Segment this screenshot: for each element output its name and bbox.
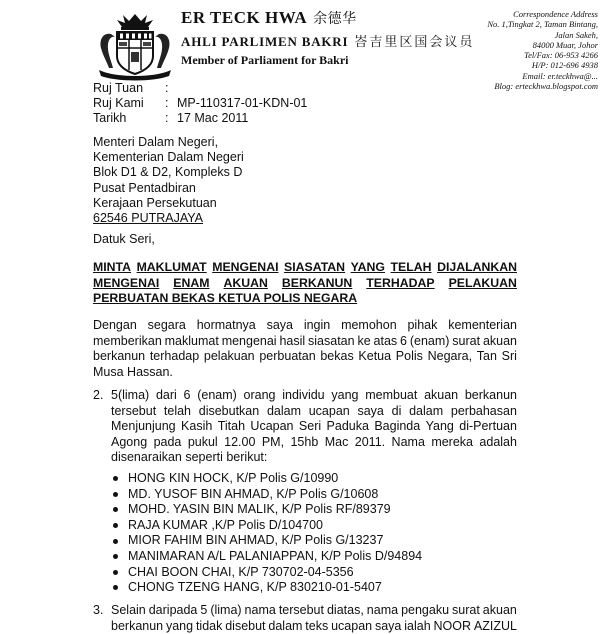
point-2-text [111,388,517,466]
word: saya [375,619,401,634]
address-line: Tel/Fax: 06-953 4266 [398,50,598,60]
subject-line [93,276,517,292]
bullet-icon [113,507,118,512]
recipient-line: Blok D1 & D2, Kompleks D [93,165,244,180]
paragraph-line [111,388,517,404]
word: berkanun [111,619,163,634]
address-line: Jalan Sakeh, [398,30,598,40]
word: YANG [351,260,385,276]
word: atas [374,334,398,350]
word: (enam) [410,334,450,350]
letterhead-role-latin: AHLI PARLIMEN BAKRI [181,34,348,49]
paragraph-line: disenaraikan seperti berikut: [111,450,517,466]
word: pelakuan [204,349,255,365]
list-item-text: CHONG TZENG HANG, K/P 830210-01-5407 [128,580,382,596]
paragraph-line [93,349,517,365]
word: 2011. [355,435,385,451]
bullet-icon [113,523,118,528]
word: maklumat [165,334,219,350]
word: memohon [341,318,397,334]
paragraph-line: Musa Hassan. [93,365,517,381]
word: tersebut [279,603,324,619]
word: Sri [502,349,517,365]
word: pada [154,435,182,451]
word: saya [357,404,383,420]
word: tidak [196,619,222,634]
list-item-text: MIOR FAHIM BIN AHMAD, K/P Polis G/13237 [128,533,383,549]
reference-row [93,81,307,96]
word: NOOR [434,619,472,634]
recipient-line: Menteri Dalam Negeri, [93,135,244,150]
word: Agong [111,435,147,451]
word: ingin [304,318,330,334]
word: Yang [426,419,454,435]
list-item [111,487,422,503]
reference-value: MP-110317-01-KDN-01 [177,96,307,111]
reference-label: Tarikh [93,111,165,126]
list-item-text: MD. YUSOF BIN AHMAD, K/P Polis G/10608 [128,487,378,503]
bullet-icon [113,585,118,590]
word: ialah [404,619,430,634]
paragraph-intro [93,318,517,380]
paragraph-line [111,619,517,634]
word: teks [305,619,328,634]
word: telah [164,404,191,420]
recipient-line: Kerajaan Persekutuan [93,196,244,211]
letterhead-name-chinese: 余德华 [313,11,357,27]
word: AKUAN [224,276,268,292]
reference-separator: : [165,96,177,111]
list-item [111,502,422,518]
reference-separator: : [165,81,177,96]
word: bekas [320,349,353,365]
word: dalam [267,404,301,420]
word: (lima) [210,603,241,619]
address-line: Correspondence Address [398,9,598,19]
coat-of-arms-icon [95,12,175,82]
word: di [392,404,402,420]
word: hormatnya [197,318,256,334]
point-3-number: 3. [93,603,103,617]
word: Titah [218,419,245,435]
word: Nama [392,435,425,451]
word: akuan [483,334,517,350]
paragraph-line [111,603,517,619]
word: 5(lima) [111,388,149,404]
word: 6 [184,388,191,404]
word: Kasih [181,419,212,435]
word: kementerian [448,318,517,334]
letterhead-name-latin: ER TECK HWA [181,8,307,27]
paragraph-line [111,419,517,435]
address-line: H/P: 012-696 4938 [398,60,598,70]
word: tersebut [111,404,156,420]
word: SIASATAN [284,260,345,276]
names-list [111,471,422,596]
letterhead-member-line: Member of Parliament for Bakri [181,53,349,68]
word: pukul [188,435,218,451]
word: ke [357,334,370,350]
address-line: 84000 Muar, Johor [398,40,598,50]
word: Dengan [93,318,137,334]
word: Negara, [428,349,472,365]
address-line: No. 1,Tingkat 2, Taman Bintang, [398,19,598,29]
reference-row [93,111,307,126]
word: TERHADAP [366,276,434,292]
word: BERKANUN [282,276,352,292]
word: PM, [262,435,284,451]
word: dalam [268,619,302,634]
word: mengenai [222,334,277,350]
word: pengaku [401,603,449,619]
list-item [111,580,422,596]
word: Tan [477,349,497,365]
word: MENGENAI [212,260,278,276]
word: dalam [409,404,443,420]
word: 12.00 [224,435,255,451]
word: Menjunjung [111,419,176,435]
word: adalah [479,435,517,451]
word: MENGENAI [93,276,159,292]
reference-row [93,96,307,111]
bullet-icon [113,492,118,497]
word: yang [166,619,193,634]
word: pihak [407,318,437,334]
word: MAKLUMAT [137,260,207,276]
word: membuat [365,388,417,404]
reference-block [93,81,307,126]
word: akuan [483,603,517,619]
letterhead-name [181,8,357,28]
word: Polis [396,349,423,365]
word: siasatan [308,334,355,350]
word: ENAM [173,276,209,292]
subject-line [93,260,517,276]
subject-heading [93,260,517,307]
list-item [111,565,422,581]
bullet-icon [113,554,118,559]
word: di-Pertuan [459,419,517,435]
bullet-icon [113,539,118,544]
word: terhadap [150,349,199,365]
word: (enam) [197,388,237,404]
word: berkanun [465,388,517,404]
paragraph-line [93,334,517,350]
word: berkanun [93,349,145,365]
word: individu [282,388,324,404]
word: akuan [424,388,458,404]
word: disebutkan [199,404,259,420]
bullet-icon [113,476,118,481]
recipient-line: Pusat Pentadbiran [93,181,244,196]
letterhead-role-chinese: 峇吉里区国会议员 [354,35,474,50]
word: surat [452,603,480,619]
point-3-text [111,603,517,634]
reference-label: Ruj Tuan [93,81,165,96]
correspondence-address [398,9,598,91]
paragraph-line [111,404,517,420]
word: nama [367,603,398,619]
point-2-number: 2. [93,388,103,402]
word: Selain [111,603,146,619]
list-item-text: HONG KIN HOCK, K/P Polis G/10990 [128,471,338,487]
list-item-text: MOHD. YASIN BIN MALIK, K/P Polis RF/89379 [128,502,391,518]
word: Ucapan [250,419,293,435]
word: mereka [431,435,473,451]
reference-value: 17 Mac 2011 [177,111,248,126]
word: memberikan [93,334,162,350]
word: MINTA [93,260,131,276]
word: AZIZUL [474,619,517,634]
paragraph-line [111,435,517,451]
salutation: Datuk Seri, [93,232,155,246]
word: segara [148,318,186,334]
word: 15hb [290,435,318,451]
recipient-line: Kementerian Dalam Negeri [93,150,244,165]
word: Baginda [374,419,420,435]
reference-label: Ruj Kami [93,96,165,111]
word: disebut [225,619,265,634]
list-item [111,533,422,549]
word: Ketua [358,349,391,365]
address-line: Email: er.teckhwa@... [398,71,598,81]
word: nama [245,603,276,619]
word: hasil [279,334,305,350]
word: ucapan [331,619,372,634]
word: Seri [299,419,321,435]
word: ucapan [309,404,350,420]
recipient-address [93,135,244,226]
word: yang [331,388,358,404]
list-item-text: CHAI BOON CHAI, K/P 730702-04-5356 [128,565,354,581]
reference-separator: : [165,111,177,126]
address-line: Blog: erteckhwa.blogspot.com [398,81,598,91]
word: Paduka [327,419,369,435]
word: DIJALANKAN [437,260,517,276]
word: saya [267,318,293,334]
word: perbahasan [451,404,517,420]
word: TELAH [391,260,432,276]
list-item [111,549,422,565]
word: Mac [325,435,349,451]
list-item [111,518,422,534]
word: orang [244,388,276,404]
word: PELAKUAN [449,276,517,292]
list-item-text: RAJA KUMAR ,K/P Polis D/104700 [128,518,323,534]
word: surat [452,334,480,350]
word: perbuatan [259,349,315,365]
recipient-postcode: 62546 PUTRAJAYA [93,211,244,226]
word: daripada [149,603,198,619]
word: diatas, [327,603,364,619]
paragraph-line [93,318,517,334]
list-item-text: MANIMARAN A/L PALANIAPPAN, K/P Polis D/94894 [128,549,422,565]
subject-line: PERBUATAN BEKAS KETUA POLIS NEGARA [93,291,517,307]
bullet-icon [113,570,118,575]
list-item [111,471,422,487]
word: dari [156,388,177,404]
word: 5 [200,603,207,619]
word: 6 [400,334,407,350]
